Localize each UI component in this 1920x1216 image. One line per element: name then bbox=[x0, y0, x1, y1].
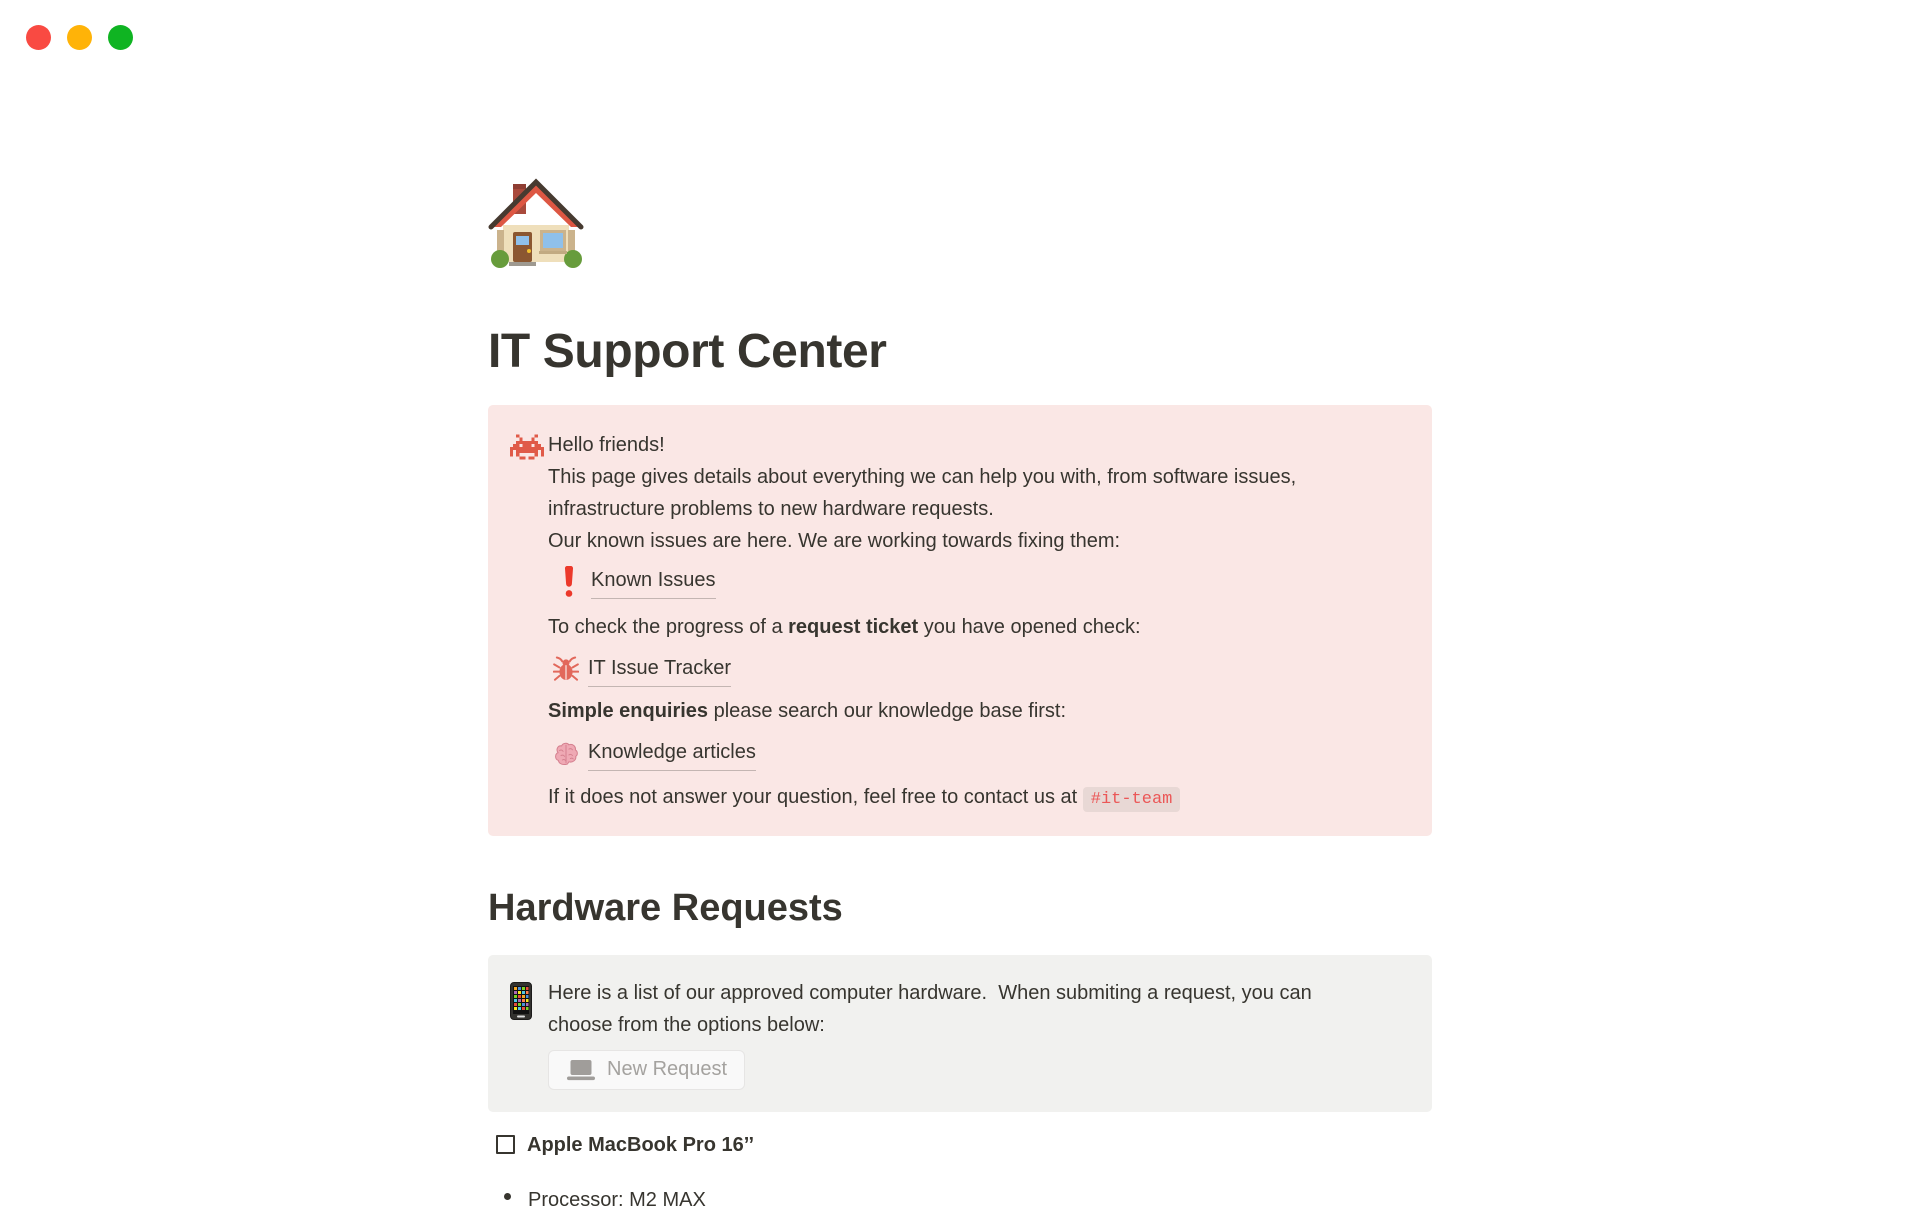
contact-line: If it does not answer your question, feel free to contact us at #it-team bbox=[548, 781, 1410, 816]
todo-label: Apple MacBook Pro 16’’ bbox=[527, 1133, 755, 1156]
knowledge-articles-link-label: Knowledge articles bbox=[588, 736, 756, 771]
notion-page bbox=[488, 0, 1432, 1216]
hardware-line-2: choose from the options below: bbox=[548, 1013, 825, 1036]
issue-tracker-link-label: IT Issue Tracker bbox=[588, 652, 731, 687]
bug-icon bbox=[553, 654, 579, 684]
issue-tracker-link[interactable] bbox=[553, 651, 731, 687]
intro-line-2: This page gives details about everything we can help you with, from software issues, bbox=[548, 466, 1297, 488]
bullet-dot bbox=[504, 1193, 511, 1200]
new-request-button-label: New Request bbox=[607, 1058, 728, 1081]
todo-checkbox[interactable] bbox=[496, 1135, 515, 1154]
known-issues-link-label: Known Issues bbox=[591, 564, 716, 599]
hardware-requests-heading: Hardware Requests bbox=[488, 887, 843, 929]
knowledge-articles-link[interactable] bbox=[553, 735, 756, 771]
space-invader-icon bbox=[510, 434, 544, 460]
bullet-label: Processor: M2 MAX bbox=[528, 1188, 706, 1211]
intro-line-1: Hello friends! bbox=[548, 434, 665, 456]
callout-icon-cell bbox=[510, 429, 548, 816]
house-icon bbox=[488, 172, 584, 268]
laptop-icon bbox=[566, 1058, 596, 1082]
mobile-phone-icon bbox=[510, 982, 532, 1020]
hardware-line-1: Here is a list of our approved computer hardware. When submiting a request, you can bbox=[548, 981, 1312, 1004]
window-controls bbox=[26, 25, 133, 50]
close-button[interactable] bbox=[26, 25, 51, 50]
intro-line-3: infrastructure problems to new hardware requests. bbox=[548, 498, 994, 520]
intro-line-4: Our known issues are here. We are working towards fixing them: bbox=[548, 530, 1121, 552]
todo-item-macbook bbox=[496, 1130, 1432, 1160]
page-title: IT Support Center bbox=[488, 325, 887, 378]
exclamation-icon bbox=[556, 566, 582, 597]
zoom-button[interactable] bbox=[108, 25, 133, 50]
simple-enquiries-line: Simple enquiries please search our knowledge base first: bbox=[548, 700, 1067, 722]
new-request-button[interactable] bbox=[548, 1050, 745, 1090]
it-team-channel-chip: #it-team bbox=[1083, 787, 1181, 812]
hardware-callout bbox=[488, 955, 1432, 1112]
page-icon[interactable] bbox=[488, 172, 584, 268]
known-issues-link[interactable] bbox=[556, 563, 716, 599]
minimize-button[interactable] bbox=[67, 25, 92, 50]
brain-icon bbox=[553, 740, 579, 767]
callout-icon-cell bbox=[510, 977, 548, 1092]
ticket-line: To check the progress of a request ticket you have opened check: bbox=[548, 616, 1141, 638]
intro-callout bbox=[488, 405, 1432, 836]
